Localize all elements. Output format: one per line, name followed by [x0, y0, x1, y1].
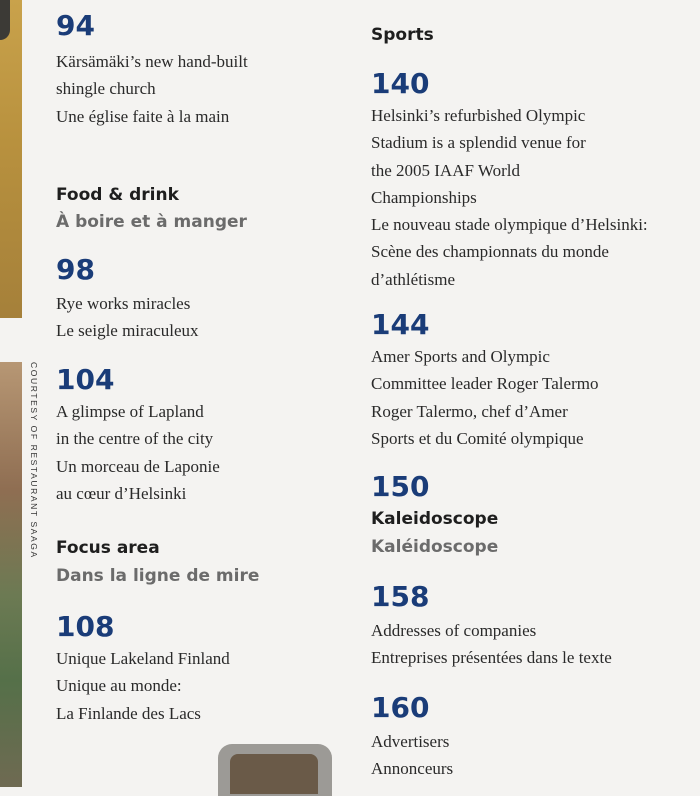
- entry-line: Unique Lakeland Finland: [56, 649, 230, 668]
- entry-line: Unique au monde:: [56, 676, 182, 696]
- page-number-98[interactable]: 98: [56, 253, 95, 286]
- entry-line: Roger Talermo, chef d’Amer: [371, 401, 568, 421]
- entry-line: Kärsämäki’s new hand-built: [56, 52, 248, 71]
- photo-credit: COURTESY OF RESTAURANT SAAGA: [29, 362, 39, 559]
- entry-line: A glimpse of Lapland: [56, 402, 204, 421]
- entry-line: Un morceau de Laponie: [56, 456, 220, 476]
- page-number-108[interactable]: 108: [56, 610, 115, 643]
- entry-144[interactable]: [371, 343, 598, 452]
- entry-line: Annonceurs: [371, 759, 454, 779]
- entry-line: the 2005 IAAF World: [371, 160, 520, 180]
- entry-line: shingle church: [56, 79, 156, 99]
- section-subtitle-food: À boire et à manger: [56, 212, 247, 232]
- entry-line: La Finlande des Lacs: [56, 703, 201, 723]
- entry-line: in the centre of the city: [56, 429, 214, 449]
- section-subtitle-focus: Dans la ligne de mire: [56, 566, 260, 586]
- entry-line: Helsinki’s refurbished Olympic: [371, 106, 586, 125]
- section-title-food: Food & drink: [56, 185, 179, 205]
- photo-strip-bottom: [0, 362, 22, 787]
- page-number-104[interactable]: 104: [56, 363, 115, 396]
- entry-line: Sports et du Comité olympique: [371, 428, 584, 448]
- entry-104[interactable]: [56, 398, 220, 507]
- section-title-focus: Focus area: [56, 538, 160, 558]
- entry-140[interactable]: [371, 102, 648, 293]
- page-number-160[interactable]: 160: [371, 691, 430, 724]
- entry-160[interactable]: [371, 728, 453, 783]
- object-photo: [218, 744, 332, 796]
- entry-line: Le nouveau stade olympique d’Helsinki:: [371, 215, 648, 235]
- entry-108[interactable]: [56, 645, 230, 727]
- page-number-144[interactable]: 144: [371, 308, 430, 341]
- entry-line: Championships: [371, 187, 477, 207]
- entry-line: Addresses of companies: [371, 621, 537, 640]
- entry-line: Committee leader Roger Talermo: [371, 374, 599, 394]
- page-number-150[interactable]: 150: [371, 470, 430, 503]
- entry-line: Amer Sports and Olympic: [371, 347, 550, 366]
- entry-line: Le seigle miraculeux: [56, 321, 199, 341]
- entry-line: Une église faite à la main: [56, 106, 230, 126]
- entry-94[interactable]: [56, 48, 248, 130]
- section-title-kaleidoscope: Kaleidoscope: [371, 509, 499, 529]
- entry-line: Rye works miracles: [56, 294, 191, 313]
- entry-158[interactable]: [371, 617, 612, 672]
- entry-line: Scène des championnats du monde: [371, 242, 609, 262]
- entry-line: Stadium is a splendid venue for: [371, 133, 586, 153]
- entry-line: d’athlétisme: [371, 269, 456, 289]
- section-title-sports: Sports: [371, 25, 434, 45]
- entry-98[interactable]: [56, 290, 199, 345]
- page-number-140[interactable]: 140: [371, 67, 430, 100]
- page-number-158[interactable]: 158: [371, 580, 430, 613]
- entry-line: Advertisers: [371, 732, 450, 751]
- page-number-94[interactable]: 94: [56, 9, 95, 42]
- photo-strip-top: [0, 0, 22, 318]
- entry-line: au cœur d’Helsinki: [56, 483, 187, 503]
- section-subtitle-kaleidoscope: Kaléidoscope: [371, 537, 499, 557]
- entry-line: Entreprises présentées dans le texte: [371, 648, 612, 668]
